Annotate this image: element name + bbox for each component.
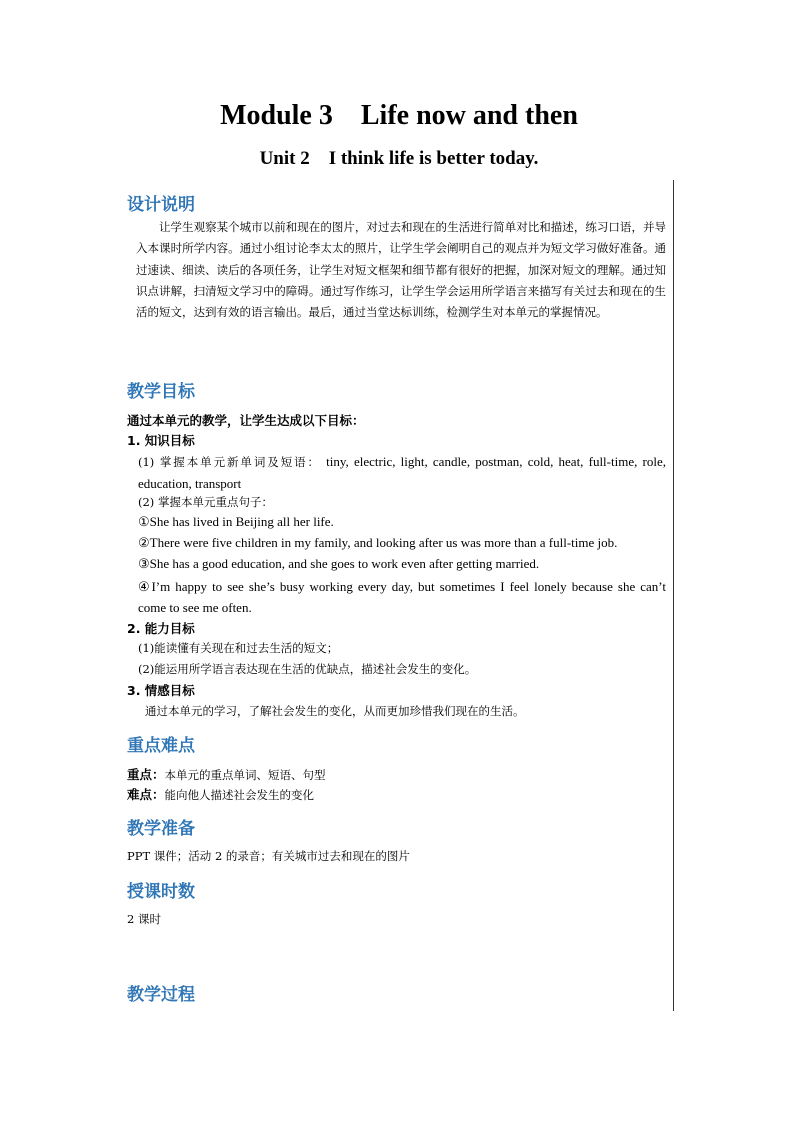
section-heading-design: 设计说明 (127, 195, 195, 215)
emotion-item-1: 通过本单元的学习，了解社会发生的变化，从而更加珍惜我们现在的生活。 (145, 704, 525, 718)
design-description: 让学生观察某个城市以前和现在的图片，对过去和现在的生活进行简单对比和描述，练习口语，并导入本课时所学内容。通过小组讨论李太太的照片，让学生学会阐明自己的观点并为短文学习做好准备。通过速读、细读、读后的各项任务，让学生对短文框架和细节都有很好的把握，加深对短文的理解。通过知识点讲解，扫清短文学习中的障碍。通过写作练习，让学生学会运用所学语言来描写有关过去和现在的生活的短文，达到有效的语言输出。最后，通过当堂达标训练，检测学生对本单元的掌握情况。 (136, 220, 666, 320)
ability-objectives-title: 2. 能力目标 (127, 621, 195, 636)
periods-text: 2 课时 (127, 912, 161, 926)
knowledge-item-1 (138, 451, 666, 495)
ability-item-2: (2)能运用所学语言表达现在生活的优缺点，描述社会发生的变化。 (138, 662, 477, 676)
key-sentence-2: ②There were five children in my family, and looking after us was more than a full-time job. (138, 535, 618, 550)
ability-item-1: (1)能读懂有关现在和过去生活的短文； (138, 641, 339, 655)
difficult-point-text: 能向他人描述社会发生的变化 (164, 788, 315, 802)
column-divider (673, 180, 674, 1011)
emotion-objectives-title: 3. 情感目标 (127, 683, 195, 698)
knowledge-item-1-words: tiny, electric, light, candle, postman, cold, heat, full-time, role, education, transport (138, 454, 666, 491)
section-heading-key-points: 重点难点 (127, 736, 195, 756)
section-heading-process: 教学过程 (127, 985, 195, 1005)
key-point-label: 重点： (127, 767, 165, 782)
key-sentence-1: ①She has lived in Beijing all her life. (138, 514, 334, 529)
knowledge-objectives-title: 1. 知识目标 (127, 433, 195, 448)
page-subtitle: Unit 2 I think life is better today. (259, 148, 539, 169)
objectives-intro: 通过本单元的教学，让学生达成以下目标： (127, 413, 365, 428)
key-point-row (127, 765, 326, 783)
section-heading-objectives: 教学目标 (127, 382, 195, 402)
knowledge-item-2: (2) 掌握本单元重点句子： (138, 495, 273, 509)
difficult-point-label: 难点： (127, 787, 165, 802)
section-heading-periods: 授课时数 (127, 882, 195, 902)
difficult-point-row (127, 785, 314, 803)
knowledge-item-1-label: (1) 掌握本单元新单词及短语： (138, 455, 321, 469)
section-heading-preparation: 教学准备 (127, 819, 195, 839)
key-sentence-3: ③She has a good education, and she goes to work even after getting married. (138, 556, 540, 571)
preparation-text: PPT 课件；活动 2 的录音；有关城市过去和现在的图片 (127, 849, 410, 863)
key-sentence-4: ④I’m happy to see she’s busy working every day, but sometimes I feel lonely because she can’t come to see me often. (138, 579, 666, 615)
key-point-text: 本单元的重点单词、短语、句型 (164, 768, 326, 782)
page-title: Module 3 Life now and then (220, 100, 578, 131)
